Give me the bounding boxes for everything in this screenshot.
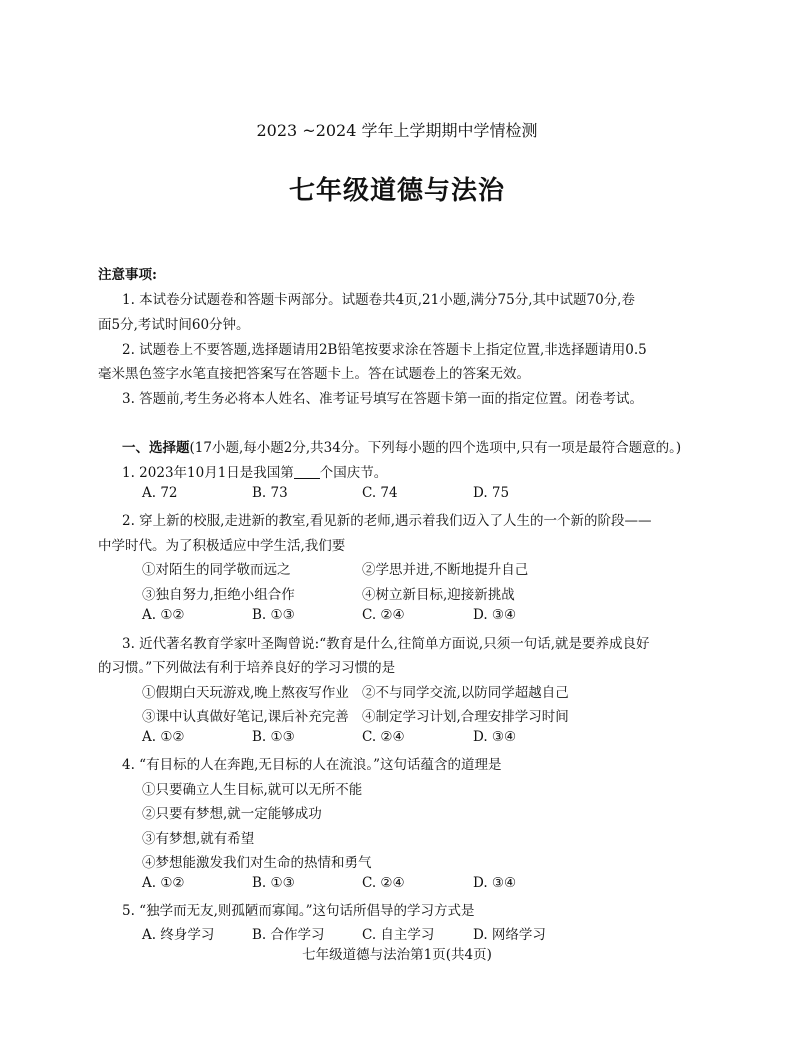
q3-stem-line-2: 的习惯。”下列做法有利于培养良好的学习习惯的是 [98, 660, 396, 676]
section-1-instruction: (17小题,每小题2分,共34分。下列每小题的四个选项中,只有一项是最符合题意的。) [189, 440, 682, 456]
q1-answer-blank [294, 478, 320, 479]
q2-statement-1: ①对陌生的同学敬而远之 [142, 562, 291, 578]
note-2-line-2: 毫米黑色签字水笔直接把答案写在答题卡上。答在试题卷上的答案无效。 [98, 366, 530, 382]
section-1-heading: 一、选择题 [122, 440, 190, 456]
q3-option-b: B. ①③ [252, 729, 295, 745]
q2-statement-3: ③独自努力,拒绝小组合作 [142, 587, 295, 603]
q4-statement-3: ③有梦想,就有希望 [142, 831, 255, 847]
q4-statement-2: ②只要有梦想,就一定能够成功 [142, 806, 322, 822]
q5-stem: 5. “独学而无友,则孤陋而寡闻。”这句话所倡导的学习方式是 [122, 903, 475, 919]
q1-option-a: A. 72 [142, 485, 178, 501]
section-1-header [122, 436, 681, 456]
q1-option-d: D. 75 [473, 485, 510, 501]
q3-option-a: A. ①② [142, 729, 185, 745]
q4-option-d: D. ③④ [473, 875, 517, 891]
q4-stem: 4. “有目标的人在奔跑,无目标的人在流浪。”这句话蕴含的道理是 [122, 757, 502, 773]
notes-heading: 注意事项: [98, 267, 157, 283]
q3-statement-3: ③课中认真做好笔记,课后补充完善 [142, 709, 349, 725]
q4-statement-1: ①只要确立人生目标,就可以无所不能 [142, 782, 363, 798]
q1-stem-end: 个国庆节。 [319, 465, 388, 481]
q3-statement-4: ④制定学习计划,合理安排学习时间 [362, 709, 569, 725]
q4-option-b: B. ①③ [252, 875, 295, 891]
q4-statement-4: ④梦想能激发我们对生命的热情和勇气 [142, 855, 372, 871]
q5-option-b: B. 合作学习 [252, 927, 325, 943]
q2-option-c: C. ②④ [362, 607, 405, 623]
q3-option-d: D. ③④ [473, 729, 517, 745]
q3-statement-2: ②不与同学交流,以防同学超越自己 [362, 685, 569, 701]
note-2-line-1: 2. 试题卷上不要答题,选择题请用2B铅笔按要求涂在答题卡上指定位置,非选择题请用0.5 [122, 342, 647, 358]
q1-stem [122, 461, 387, 481]
q1-stem-start: 1. 2023年10月1日是我国第 [122, 465, 294, 481]
q1-option-b: B. 73 [252, 485, 288, 501]
q2-option-d: D. ③④ [473, 607, 517, 623]
exam-title: 七年级道德与法治 [288, 176, 505, 206]
q2-option-b: B. ①③ [252, 607, 295, 623]
q2-option-a: A. ①② [142, 607, 185, 623]
q5-option-a: A. 终身学习 [142, 927, 215, 943]
q3-statement-1: ①假期白天玩游戏,晚上熬夜写作业 [142, 685, 349, 701]
q3-option-c: C. ②④ [362, 729, 405, 745]
note-1-line-2: 面5分,考试时间60分钟。 [98, 317, 250, 333]
note-3: 3. 答题前,考生务必将本人姓名、准考证号填写在答题卡第一面的指定位置。闭卷考试。 [122, 391, 643, 407]
page-footer: 七年级道德与法治第1页(共4页) [302, 947, 492, 963]
exam-subtitle: 2023 ~2024 学年上学期期中学情检测 [256, 121, 538, 140]
q2-stem-line-1: 2. 穿上新的校服,走进新的教室,看见新的老师,遇示着我们迈入了人生的一个新的阶段—— [122, 513, 652, 529]
q1-option-c: C. 74 [362, 485, 398, 501]
q2-stem-line-2: 中学时代。为了积极适应中学生活,我们要 [98, 538, 346, 554]
q2-statement-4: ④树立新目标,迎接新挑战 [362, 587, 515, 603]
note-1-line-1: 1. 本试卷分试题卷和答题卡两部分。试题卷共4页,21小题,满分75分,其中试题70分,卷 [122, 292, 635, 308]
q5-option-d: D. 网络学习 [473, 927, 546, 943]
q3-stem-line-1: 3. 近代著名教育学家叶圣陶曾说:“教育是什么,往简单方面说,只须一句话,就是要养成良好 [122, 636, 650, 652]
q4-option-c: C. ②④ [362, 875, 405, 891]
q4-option-a: A. ①② [142, 875, 185, 891]
q2-statement-2: ②学思并进,不断地提升自己 [362, 562, 529, 578]
q5-option-c: C. 自主学习 [362, 927, 435, 943]
